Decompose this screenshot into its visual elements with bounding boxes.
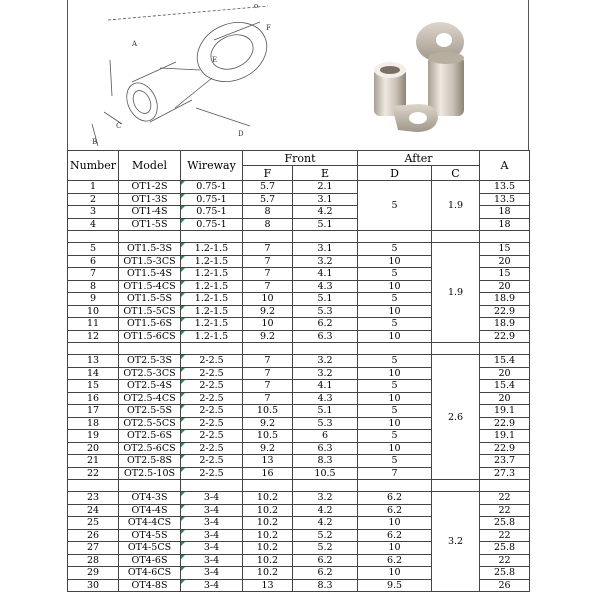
cell-a: 22 [480,554,530,567]
group-separator [68,231,530,243]
separator-cell [432,231,480,243]
cell-front-e: 4.3 [293,392,358,405]
cell-a: 20 [480,280,530,293]
separator-cell [181,480,243,492]
cell-wireway: 1.2-1.5 [181,330,243,343]
header-d: D [358,166,432,181]
separator-cell [432,480,480,492]
cell-wireway: 2-2.5 [181,392,243,405]
cell-model: OT2.5-4CS [119,392,181,405]
cell-number: 25 [68,517,119,530]
cell-after-c-merged: 3.2 [432,492,480,592]
cell-model: OT1-3S [119,193,181,206]
header-front: Front [243,151,358,166]
cell-front-e: 5.3 [293,305,358,318]
cell-front-e: 6.2 [293,554,358,567]
cell-number: 27 [68,542,119,555]
cell-after-c-merged: 1.9 [432,243,480,343]
cell-after-d: 6.2 [358,492,432,505]
cell-wireway: 1.2-1.5 [181,268,243,281]
cell-wireway: 0.75-1 [181,206,243,219]
cell-front-e: 5.1 [293,218,358,231]
cell-after-d: 10 [358,567,432,580]
cell-number: 29 [68,567,119,580]
cell-after-d: 5 [358,243,432,256]
cell-a: 15 [480,268,530,281]
table-row [68,355,530,368]
cell-after-c-merged: 2.6 [432,355,480,480]
spec-table-body [68,181,530,592]
cell-after-d: 5 [358,318,432,331]
cell-after-d: 5 [358,455,432,468]
cell-a: 25.8 [480,542,530,555]
cell-front-f: 9.2 [243,305,293,318]
cell-front-f: 7 [243,280,293,293]
cell-front-e: 6.2 [293,318,358,331]
cell-model: OT4-5S [119,529,181,542]
cell-front-f: 7 [243,392,293,405]
cell-a: 15.4 [480,355,530,368]
cell-front-e: 3.1 [293,243,358,256]
cell-model: OT1.5-5CS [119,305,181,318]
cell-wireway: 2-2.5 [181,417,243,430]
cell-model: OT2.5-10S [119,467,181,480]
header-c: C [432,166,480,181]
cell-wireway: 3-4 [181,579,243,592]
cell-front-f: 5.7 [243,181,293,194]
cell-front-f: 16 [243,467,293,480]
cell-a: 22.9 [480,305,530,318]
cell-number: 22 [68,467,119,480]
cell-model: OT4-4S [119,504,181,517]
cell-front-e: 8.3 [293,579,358,592]
cell-front-e: 6 [293,430,358,443]
cell-number: 19 [68,430,119,443]
cell-wireway: 2-2.5 [181,442,243,455]
separator-cell [119,343,181,355]
cell-number: 12 [68,330,119,343]
cell-a: 20 [480,255,530,268]
cell-wireway: 3-4 [181,492,243,505]
cell-wireway: 2-2.5 [181,367,243,380]
cell-after-d: 5 [358,380,432,393]
cell-number: 4 [68,218,119,231]
cell-after-d: 10 [358,255,432,268]
cell-number: 26 [68,529,119,542]
cell-model: OT2.5-3S [119,355,181,368]
cell-after-d: 5 [358,355,432,368]
cell-front-e: 6.2 [293,567,358,580]
spec-table-container [67,150,529,592]
cell-number: 13 [68,355,119,368]
cell-front-e: 5.1 [293,405,358,418]
cell-model: OT2.5-8S [119,455,181,468]
separator-cell [358,231,432,243]
cell-number: 24 [68,504,119,517]
illustration-area [0,0,600,150]
separator-cell [68,231,119,243]
cell-a: 18.9 [480,318,530,331]
cell-number: 14 [68,367,119,380]
cell-wireway: 2-2.5 [181,380,243,393]
cell-front-f: 13 [243,455,293,468]
header-f: F [243,166,293,181]
cell-front-f: 10.5 [243,430,293,443]
cell-number: 9 [68,293,119,306]
cell-after-d: 10 [358,392,432,405]
cell-number: 8 [68,280,119,293]
cell-after-c-merged: 1.9 [432,181,480,231]
header-after: After [358,151,480,166]
cell-a: 22.9 [480,417,530,430]
cell-front-e: 10.5 [293,467,358,480]
cell-after-d: 10 [358,367,432,380]
cell-a: 26 [480,579,530,592]
cell-a: 25.8 [480,517,530,530]
cell-front-f: 10.2 [243,492,293,505]
cell-front-e: 4.1 [293,268,358,281]
cell-wireway: 3-4 [181,542,243,555]
cell-a: 22 [480,529,530,542]
cell-a: 19.1 [480,430,530,443]
separator-cell [293,231,358,243]
header-a: A [480,151,530,181]
dim-label-o: o [254,2,259,10]
dim-label-b: B [92,138,98,146]
cell-front-e: 3.2 [293,255,358,268]
cell-model: OT1.5-4CS [119,280,181,293]
cell-front-e: 5.1 [293,293,358,306]
header-wireway: Wireway [181,151,243,181]
dim-label-a: A [132,40,138,48]
cell-wireway: 0.75-1 [181,193,243,206]
cell-front-f: 10.2 [243,517,293,530]
header-model: Model [119,151,181,181]
cell-front-f: 7 [243,380,293,393]
cell-front-f: 5.7 [243,193,293,206]
cell-after-d: 5 [358,430,432,443]
cell-after-d: 5 [358,293,432,306]
header-e: E [293,166,358,181]
separator-cell [480,343,530,355]
cell-wireway: 3-4 [181,529,243,542]
cell-front-e: 4.3 [293,280,358,293]
cell-a: 13.5 [480,181,530,194]
cell-a: 18 [480,206,530,219]
separator-cell [68,343,119,355]
separator-cell [432,343,480,355]
cell-model: OT4-4CS [119,517,181,530]
cell-wireway: 1.2-1.5 [181,305,243,318]
cell-wireway: 2-2.5 [181,430,243,443]
cell-front-e: 3.2 [293,492,358,505]
separator-cell [358,480,432,492]
cell-front-f: 13 [243,579,293,592]
cell-model: OT1.5-3CS [119,255,181,268]
cell-model: OT1-2S [119,181,181,194]
cell-wireway: 2-2.5 [181,355,243,368]
cell-number: 11 [68,318,119,331]
cell-number: 18 [68,417,119,430]
cell-number: 2 [68,193,119,206]
cell-number: 20 [68,442,119,455]
cell-front-f: 7 [243,268,293,281]
cell-after-d: 10 [358,280,432,293]
cell-number: 1 [68,181,119,194]
cell-number: 5 [68,243,119,256]
cell-number: 16 [68,392,119,405]
cell-a: 15 [480,243,530,256]
cell-after-d: 5 [358,405,432,418]
cell-front-e: 8.3 [293,455,358,468]
cell-front-e: 4.2 [293,206,358,219]
cell-a: 27.3 [480,467,530,480]
cell-wireway: 1.2-1.5 [181,255,243,268]
group-separator [68,343,530,355]
separator-cell [243,343,293,355]
cell-after-d: 10 [358,417,432,430]
cell-number: 10 [68,305,119,318]
cell-front-e: 4.2 [293,517,358,530]
cell-a: 22 [480,492,530,505]
cell-front-e: 4.1 [293,380,358,393]
table-row [68,243,530,256]
cell-after-d: 6.2 [358,529,432,542]
cell-front-f: 10.2 [243,554,293,567]
cell-front-f: 9.2 [243,417,293,430]
cell-number: 23 [68,492,119,505]
cell-number: 17 [68,405,119,418]
cell-front-f: 9.2 [243,442,293,455]
cell-wireway: 3-4 [181,554,243,567]
cell-front-e: 6.3 [293,330,358,343]
cell-front-f: 8 [243,218,293,231]
cell-after-d: 5 [358,268,432,281]
cell-after-d: 7 [358,467,432,480]
cell-front-e: 2.1 [293,181,358,194]
cell-wireway: 2-2.5 [181,405,243,418]
separator-cell [119,480,181,492]
cell-model: OT4-8S [119,579,181,592]
cell-front-e: 4.2 [293,504,358,517]
cell-a: 13.5 [480,193,530,206]
cell-front-e: 5.2 [293,542,358,555]
cell-front-f: 10.5 [243,405,293,418]
cell-front-f: 10 [243,318,293,331]
cell-a: 22.9 [480,330,530,343]
separator-cell [181,343,243,355]
group-separator [68,480,530,492]
cell-wireway: 3-4 [181,517,243,530]
cell-front-f: 7 [243,243,293,256]
separator-cell [293,343,358,355]
cell-model: OT4-5CS [119,542,181,555]
cell-a: 20 [480,367,530,380]
cell-after-d: 10 [358,305,432,318]
cell-wireway: 1.2-1.5 [181,293,243,306]
table-row [68,492,530,505]
cell-wireway: 3-4 [181,504,243,517]
separator-cell [480,231,530,243]
header-number: Number [68,151,119,181]
cell-model: OT1.5-6S [119,318,181,331]
cell-a: 18 [480,218,530,231]
separator-cell [358,343,432,355]
cell-front-f: 9.2 [243,330,293,343]
cell-front-e: 3.2 [293,367,358,380]
cell-front-f: 10.2 [243,504,293,517]
cell-after-d: 10 [358,542,432,555]
cell-model: OT4-3S [119,492,181,505]
ring-terminal-photo [0,0,600,150]
cell-front-f: 10 [243,293,293,306]
cell-wireway: 1.2-1.5 [181,318,243,331]
cell-wireway: 3-4 [181,567,243,580]
dim-label-c: C [116,122,122,130]
cell-number: 28 [68,554,119,567]
cell-model: OT1-5S [119,218,181,231]
cell-number: 30 [68,579,119,592]
cell-wireway: 1.2-1.5 [181,280,243,293]
cell-after-d: 6.2 [358,504,432,517]
cell-front-f: 7 [243,355,293,368]
spec-table [67,150,530,592]
cell-model: OT2.5-4S [119,380,181,393]
cell-front-e: 3.1 [293,193,358,206]
cell-front-f: 8 [243,206,293,219]
cell-model: OT2.5-5CS [119,417,181,430]
cell-a: 19.1 [480,405,530,418]
cell-model: OT1-4S [119,206,181,219]
cell-number: 21 [68,455,119,468]
separator-cell [68,480,119,492]
cell-model: OT1.5-5S [119,293,181,306]
cell-a: 25.8 [480,567,530,580]
cell-wireway: 2-2.5 [181,467,243,480]
cell-wireway: 2-2.5 [181,455,243,468]
separator-cell [243,480,293,492]
cell-front-f: 10.2 [243,567,293,580]
cell-model: OT2.5-6S [119,430,181,443]
cell-after-d-merged: 5 [358,181,432,231]
cell-model: OT2.5-6CS [119,442,181,455]
cell-front-f: 7 [243,255,293,268]
separator-cell [293,480,358,492]
cell-model: OT2.5-5S [119,405,181,418]
cell-number: 3 [68,206,119,219]
cell-after-d: 6.2 [358,554,432,567]
cell-front-f: 10.2 [243,529,293,542]
cell-front-f: 10.2 [243,542,293,555]
cell-after-d: 10 [358,330,432,343]
cell-front-e: 6.3 [293,442,358,455]
cell-after-d: 10 [358,442,432,455]
cell-number: 6 [68,255,119,268]
cell-wireway: 1.2-1.5 [181,243,243,256]
cell-wireway: 0.75-1 [181,218,243,231]
cell-model: OT1.5-6CS [119,330,181,343]
cell-front-e: 5.3 [293,417,358,430]
separator-cell [243,231,293,243]
cell-a: 22 [480,504,530,517]
cell-after-d: 10 [358,517,432,530]
cell-model: OT1.5-3S [119,243,181,256]
cell-model: OT4-6CS [119,567,181,580]
dim-label-d: D [238,130,244,138]
separator-cell [480,480,530,492]
cell-a: 15.4 [480,380,530,393]
separator-cell [181,231,243,243]
separator-cell [119,231,181,243]
dim-label-e: E [212,56,218,64]
cell-number: 7 [68,268,119,281]
cell-model: OT2.5-3CS [119,367,181,380]
cell-after-d: 9.5 [358,579,432,592]
cell-a: 22.9 [480,442,530,455]
cell-number: 15 [68,380,119,393]
cell-front-f: 7 [243,367,293,380]
cell-a: 23.7 [480,455,530,468]
cell-wireway: 0.75-1 [181,181,243,194]
cell-front-e: 3.2 [293,355,358,368]
cell-a: 20 [480,392,530,405]
cell-model: OT4-6S [119,554,181,567]
cell-a: 18.9 [480,293,530,306]
cell-model: OT1.5-4S [119,268,181,281]
cell-front-e: 5.2 [293,529,358,542]
table-row [68,181,530,194]
dim-label-f: F [266,24,271,32]
